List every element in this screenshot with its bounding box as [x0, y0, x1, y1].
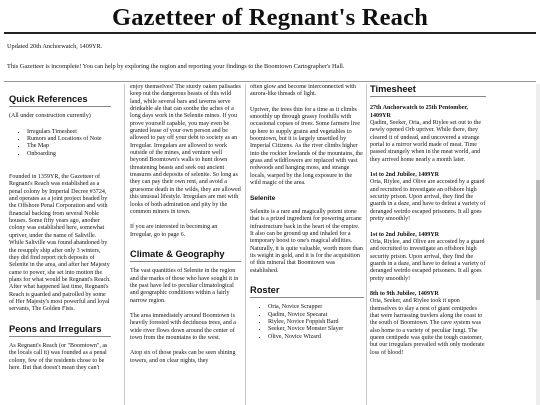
timesheet-entry-title: 27th Anchorwatch to 25th Pentomber, 1409YR: [370, 105, 469, 119]
timesheet-entry-text: Oria, Riylee, and Olive are accosted by a guard and recruited to investigate an offshore high security prison. Upon arrival, they find the guards in a daze, and have to defeat a variety of deranged weirdo escaped prisoners. It all goes pretty smoothly!: [370, 179, 486, 223]
column-1: [9, 84, 111, 405]
roster-item: • Seeker, Novice Monster Slayer: [268, 326, 364, 333]
timesheet-heading: Timesheet: [370, 86, 486, 97]
timesheet-entry-text: Qadim, Seeker, Oria, and Riylee set out to the newly opened Orb upriver. While there, they cleared it of undead, and uncovered a strange portal to a mirror world made of meat. Time passed strangely when in the meat world, and they arrived home nearly a month later.: [370, 120, 482, 163]
selenite-paragraph: Selenite is a rare and magically potent stone that is a prized ingredient for powering arcane infrastructure back in the heart of the empire. It also can be ground up and inhaled for a temporary boost to one's magical abilities. Naturally, it is quite valuable, worth more than its weight in gold, and it is for the acquisition of this mineral that Boomtown was established.: [250, 208, 363, 274]
timesheet-entry-title: 1st to 2nd Jubilee, 1409YR: [370, 172, 440, 179]
quick-references-list: [9, 129, 111, 158]
timesheet-entry: [370, 291, 486, 357]
quick-references-heading: Quick References: [9, 96, 111, 107]
aurora-paragraph: often glow and become interconnected with aurora-like threads of light.: [250, 84, 356, 98]
quick-reference-link[interactable]: • Irregulars Timesheet: [27, 129, 111, 136]
timesheet-entry-text: Oria, Seeker, and Riylee took it upon themselves to slay a nest of giant centipedes that were harrassing travlers along the coast to the south of Boomtown. The cave system was also home to a variety of peculiar fungi. The queen centipede was quite the tough customer, but our irregulars prevailed with only moderate loss of blood!: [370, 298, 485, 356]
timesheet-entry-text: Oria, Riylee, and Olive are accosted by a guard and recruited to investigate an offshore high security prison. Upon arrival, they find the guards in a daze, and have to defeat a variety of deranged weirdo escaped prisoners. It all goes pretty smoothly!: [370, 238, 486, 282]
timesheet-entry-title: 8th to 9th Jubilee, 1409YR: [370, 290, 439, 297]
quick-references-note: (All under construction currently): [9, 113, 91, 120]
roster-item: • Oria, Novice Scrapper: [268, 304, 364, 311]
content-columns: [0, 84, 540, 405]
timesheet-entry-title: 1st to 2nd Jubilee, 1409YR: [370, 231, 440, 238]
quick-reference-link[interactable]: • Rumors and Locations of Note: [27, 136, 111, 143]
roster-item: • Riylee, Novice Foppish Bard: [268, 319, 364, 326]
upriver-paragraph: Upriver, the trees thin for a time as it climbs smoothly up through grassy foothills with occasional copses of trees. Some farmers live up here to supply grains and vegetables to boomtown, but it is largely unsettled by Imperial Citizens. As the river climbs higher into the rockier lowlands of the mountains, the grass and wildflowers are replaced with vast redwoods and hanging moss, and strange locals, warped by the long exposure to the wild magic of the area.: [250, 106, 363, 187]
become-irregular-paragraph: If you are interested in becoming an Irregular, go to page 6.: [130, 224, 218, 238]
forest-paragraph: The area immediately around Boomtown is heavily forested with deciduous trees, and a wide river flows down around the center of town from the mountains to the west.: [130, 312, 236, 341]
incomplete-note: This Gazetteer is incomplete! You can help by exploring the region and reporting your findings to the Boomtown Cartographer's Hall.: [7, 63, 345, 70]
towers-paragraph: Atop six of those peaks can be seen shining towers, and on clear nights, they: [130, 350, 236, 364]
header-divider: [4, 81, 536, 82]
vertical-scrollbar[interactable]: [536, 84, 540, 405]
page-meta: [0, 43, 540, 71]
scrollbar-thumb[interactable]: [536, 180, 540, 300]
peons-paragraph: As Regnant's Reach (or "Boomtown", as the locals call it) was founded as a penal colony, few of the residents chose to be here. But that doesn't mean they can't: [9, 342, 108, 371]
column-3: [250, 84, 364, 405]
roster-list: [250, 304, 364, 341]
column-2: [130, 84, 241, 405]
quick-reference-link[interactable]: • Onboarding: [27, 151, 111, 158]
roster-heading: Roster: [250, 287, 364, 298]
peons-heading: Peons and Irregulars: [9, 326, 111, 337]
irregulars-paragraph: enjoy themselves! The sturdy oaken palisades keep out the dangerous beasts of this wild land, while several bars and taverns serve drinkable ale that can soothe the aches of a long days work in the Selenite mines. If you prove yourself capable, you may even be granted lease of your own person and be allowed to pay off your debt to society as an Irregular. Irregulars are allowed to work outside of the mines, and venture well beyond Boomtown's walls to hunt down threatening beasts and seek out ancient treasures and deposits of selenite. So long as they can pay their own rent, and avoid a gruesome death in the wilds, they are allowed this unusual lifestyle. Irregulars are met with looks of both admiration and pity by the common miners in town.: [130, 84, 241, 215]
updated-note: Updated 20th Anchorwatch, 1409YR.: [7, 43, 103, 50]
climate-heading: Climate & Geography: [130, 251, 241, 262]
selenite-heading: Selenite: [250, 195, 276, 203]
roster-item: • Qadim, Novice Specarat: [268, 312, 364, 319]
column-4: [370, 84, 486, 405]
climate-paragraph: The vast quantities of Selenite in the region and the marks of those who have sought it in the past have led to peculiar climatological and geographic conditions within a fairly narrow region.: [130, 268, 239, 304]
timesheet-entry: [370, 232, 486, 283]
timesheet-entry: [370, 105, 486, 164]
page-title: Gazetteer of Regnant's Reach: [4, 0, 536, 34]
quick-reference-link[interactable]: • The Map: [27, 143, 111, 150]
timesheet-entry: [370, 172, 486, 223]
founding-paragraph: Founded in 1359YR, the Gazetteer of Regnant's Reach was established as a penal colony by Imperial Decree #3724, and operates as a joint project headed by the Offshore Penal Corporation and with financial backing from several Noble houses. Some fifty years ago, another colony was established here, somewhat upriver, under the name of Saltville. While Saltville was found abandoned by the resupply ship after only 3 winters, they did find report rich deposits of Selenite in the area, and after her Majesty came to power, she set into motion the plans for what would be Regnant's Reach. After what happened last time, Regnant's Reach is guarded and patrolled by some of Her Majesty's most powerful and loyal servants, The Golden Fists.: [9, 174, 111, 313]
roster-item: • Olive, Novice Wizard: [268, 334, 364, 341]
